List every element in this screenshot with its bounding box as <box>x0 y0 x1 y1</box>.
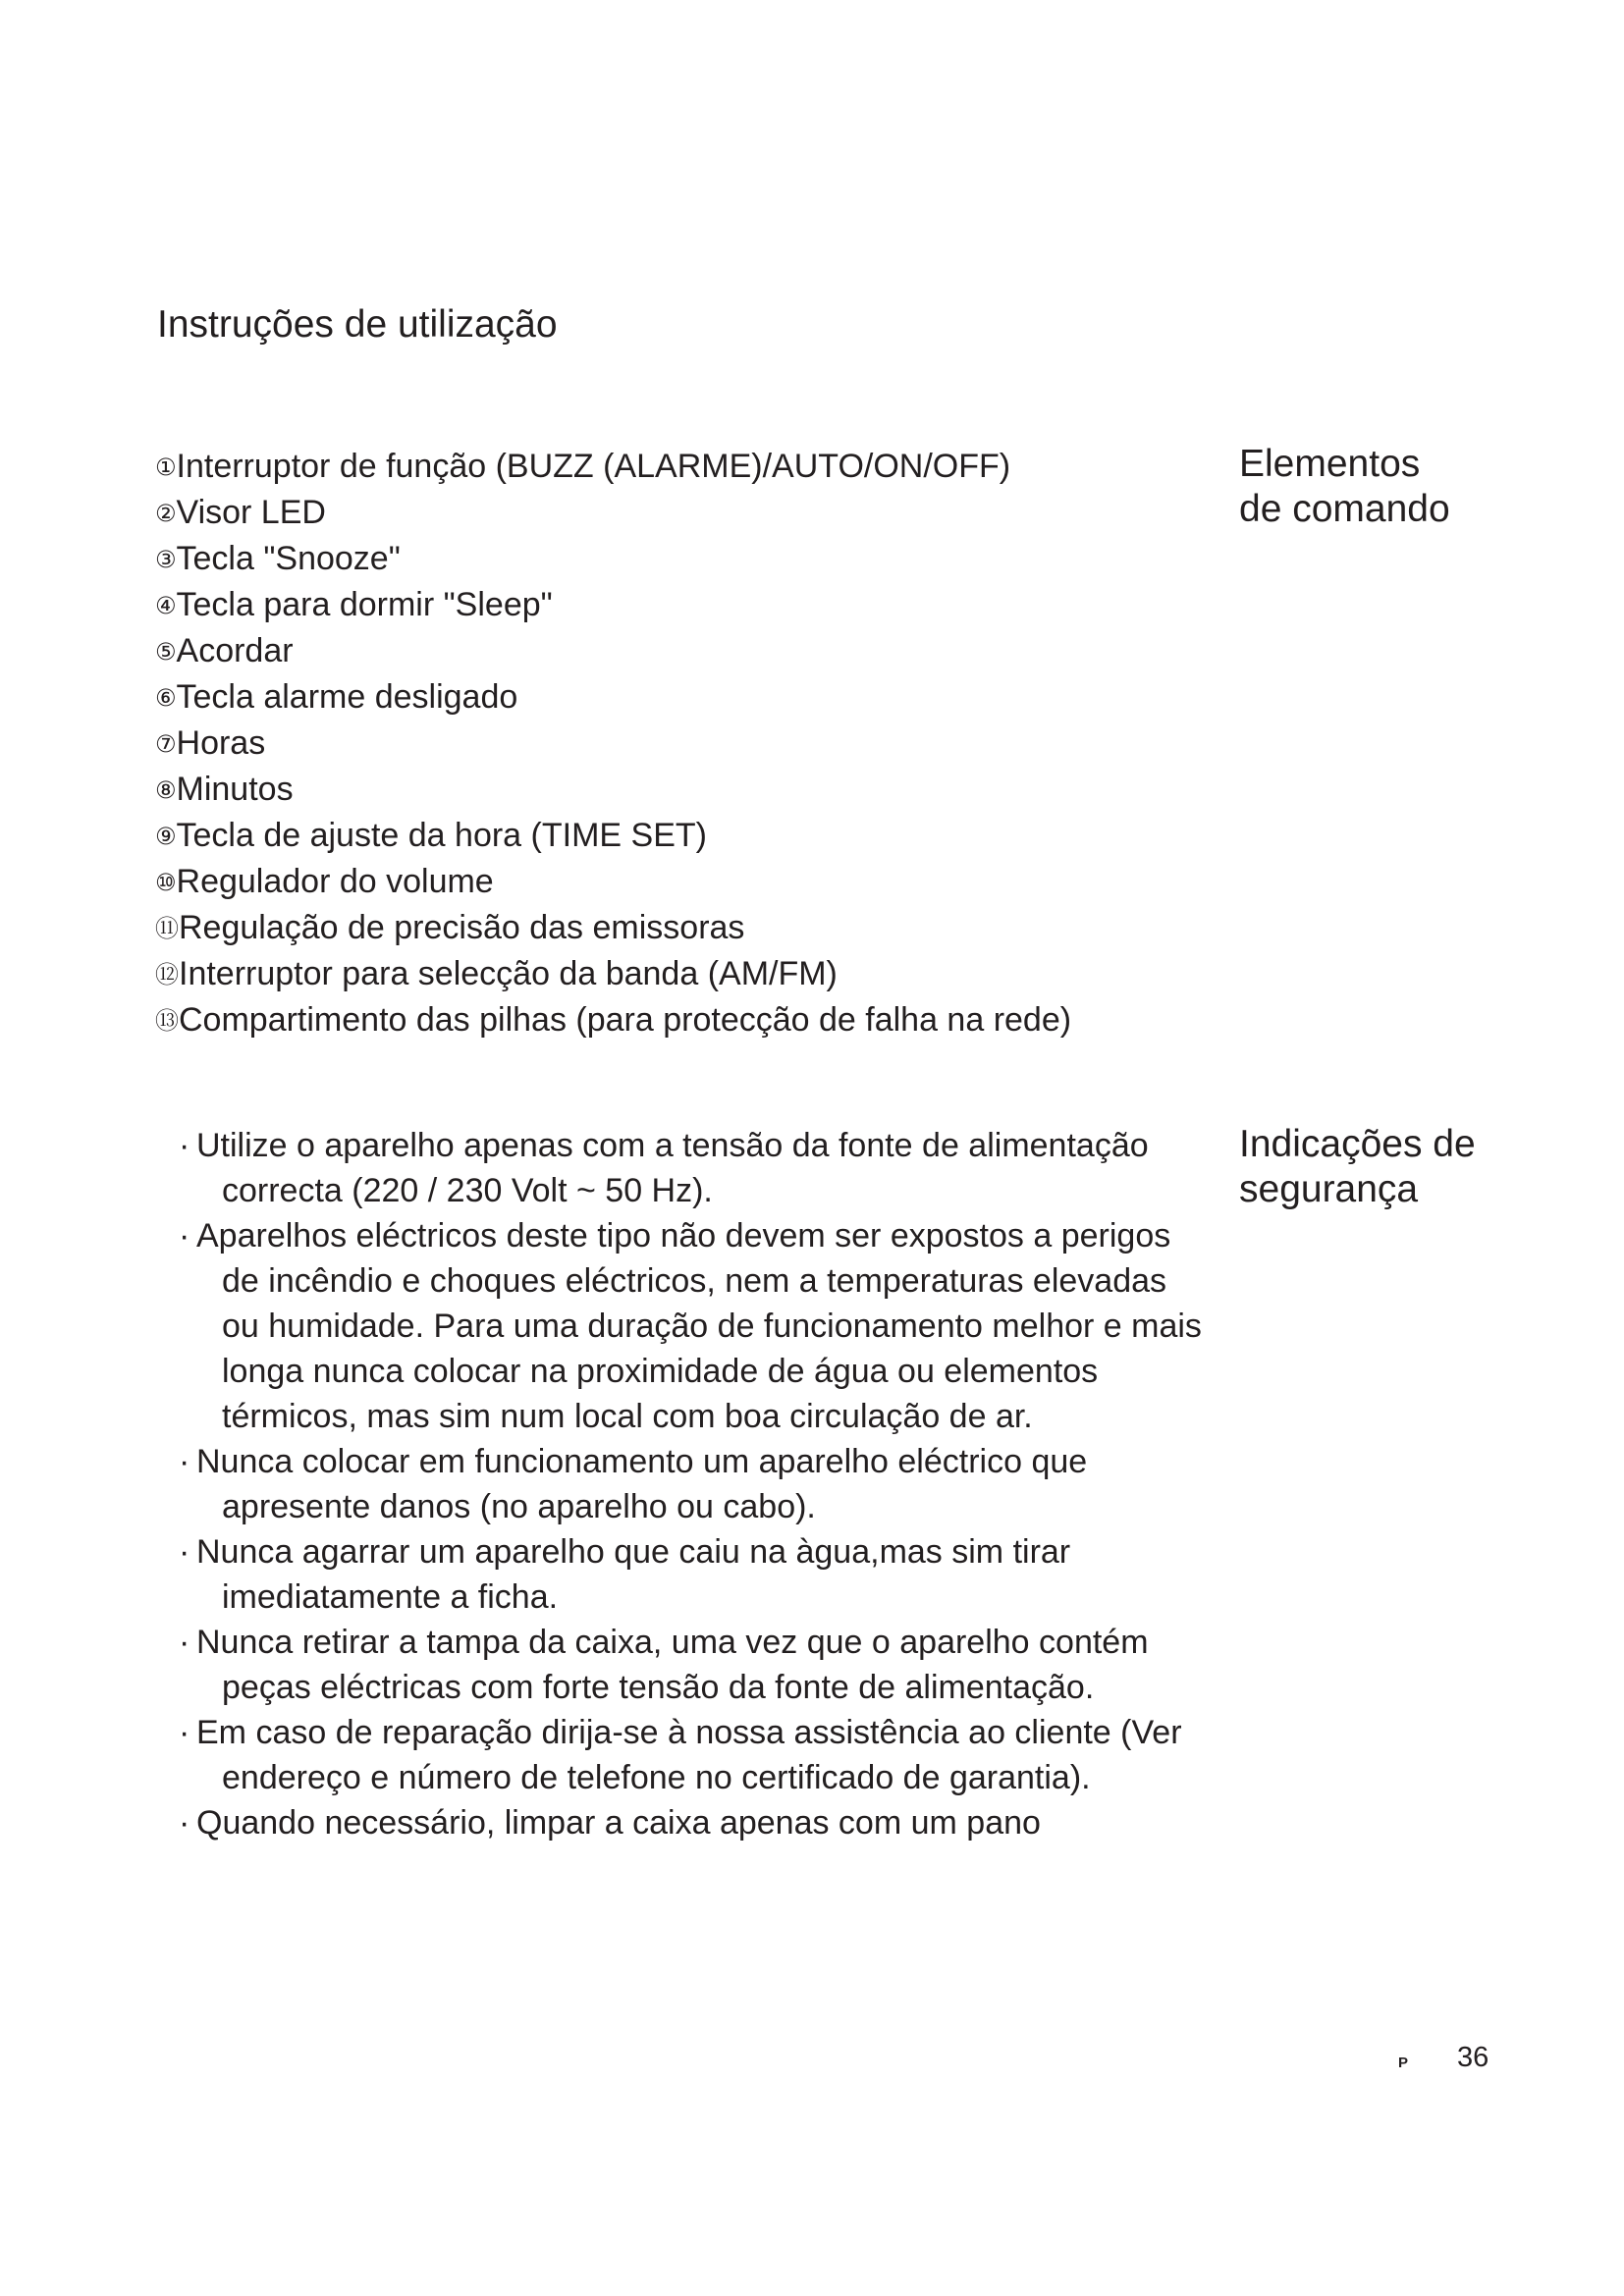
item-text: Horas <box>176 724 266 762</box>
item-text: Tecla para dormir "Sleep" <box>176 586 553 623</box>
safety-heading-line1: Indicações de <box>1239 1123 1476 1165</box>
item-text: Tecla de ajuste da hora (TIME SET) <box>176 817 707 854</box>
page-title: Instruções de utilização <box>157 303 558 346</box>
safety-item <box>161 1529 1202 1620</box>
safety-item <box>161 1710 1202 1800</box>
item-number: ⑬ <box>155 1007 179 1035</box>
safety-item-text: Aparelhos eléctricos deste tipo não devem ser expostos a perigos de incêndio e choques eléctricos, nem a temperaturas elevadas ou humidade. Para uma duração de funcionamento melhor e mais longa nunca colocar na proximidade de água ou elementos térmicos, mas sim num local com boa circulação de ar. <box>196 1217 1202 1435</box>
safety-item <box>161 1213 1202 1439</box>
item-number: ⑥ <box>155 684 177 712</box>
item-number: ⑤ <box>155 638 177 666</box>
controls-list <box>155 444 1206 1043</box>
bullet: · <box>179 1804 190 1842</box>
item-number: ③ <box>155 546 177 573</box>
item-number: ⑨ <box>155 823 177 850</box>
safety-heading <box>1239 1122 1593 1212</box>
item-number: ⑧ <box>155 776 177 804</box>
control-item <box>155 721 1206 767</box>
control-item <box>155 674 1206 721</box>
controls-heading-line1: Elementos <box>1239 443 1421 485</box>
safety-item-text: Utilize o aparelho apenas com a tensão da fonte de alimentação correcta (220 / 230 Volt ~ 50 Hz). <box>196 1127 1149 1209</box>
page-number: 36 <box>1457 2042 1489 2073</box>
control-item <box>155 582 1206 628</box>
safety-item <box>161 1123 1202 1213</box>
control-item <box>155 905 1206 951</box>
bullet: · <box>179 1127 190 1164</box>
item-text: Tecla "Snooze" <box>176 540 401 577</box>
language-marker: P <box>1398 2055 1409 2071</box>
item-text: Compartimento das pilhas (para protecção de falha na rede) <box>179 1001 1072 1039</box>
controls-heading <box>1239 442 1593 532</box>
item-number: ⑩ <box>155 869 177 896</box>
control-item <box>155 813 1206 859</box>
item-text: Interruptor de função (BUZZ (ALARME)/AUTO/ON/OFF) <box>176 448 1011 485</box>
safety-item <box>161 1620 1202 1710</box>
bullet: · <box>179 1714 190 1751</box>
safety-item <box>161 1439 1202 1529</box>
item-number: ⑪ <box>155 915 179 942</box>
bullet: · <box>179 1217 190 1255</box>
safety-item-text: Em caso de reparação dirija-se à nossa assistência ao cliente (Ver endereço e número de telefone no certificado de garantia). <box>196 1714 1182 1796</box>
bullet: · <box>179 1624 190 1661</box>
item-text: Regulação de precisão das emissoras <box>179 909 745 946</box>
item-number: ④ <box>155 592 177 619</box>
safety-item-text: Quando necessário, limpar a caixa apenas com um pano <box>196 1804 1041 1842</box>
control-item <box>155 628 1206 674</box>
safety-item-text: Nunca agarrar um aparelho que caiu na àgua,mas sim tirar imediatamente a ficha. <box>196 1533 1071 1616</box>
item-text: Minutos <box>176 771 294 808</box>
safety-item-text: Nunca retirar a tampa da caixa, uma vez que o aparelho contém peças eléctricas com forte tensão da fonte de alimentação. <box>196 1624 1149 1706</box>
safety-list <box>161 1123 1202 1845</box>
control-item <box>155 490 1206 536</box>
item-number: ⑦ <box>155 730 177 758</box>
item-number: ② <box>155 500 177 527</box>
item-text: Visor LED <box>176 494 326 531</box>
control-item <box>155 997 1206 1043</box>
safety-item <box>161 1800 1202 1845</box>
control-item <box>155 951 1206 997</box>
item-text: Regulador do volume <box>176 863 494 900</box>
bullet: · <box>179 1443 190 1480</box>
control-item <box>155 536 1206 582</box>
control-item <box>155 767 1206 813</box>
control-item <box>155 444 1206 490</box>
safety-item-text: Nunca colocar em funcionamento um aparelho eléctrico que apresente danos (no aparelho ou cabo). <box>196 1443 1088 1525</box>
item-text: Acordar <box>176 632 294 669</box>
control-item <box>155 859 1206 905</box>
item-number: ⑫ <box>155 961 179 988</box>
item-number: ① <box>155 454 177 481</box>
item-text: Tecla alarme desligado <box>176 678 518 716</box>
controls-heading-line2: de comando <box>1239 488 1450 530</box>
bullet: · <box>179 1533 190 1571</box>
item-text: Interruptor para selecção da banda (AM/FM) <box>179 955 838 992</box>
safety-heading-line2: segurança <box>1239 1168 1419 1210</box>
